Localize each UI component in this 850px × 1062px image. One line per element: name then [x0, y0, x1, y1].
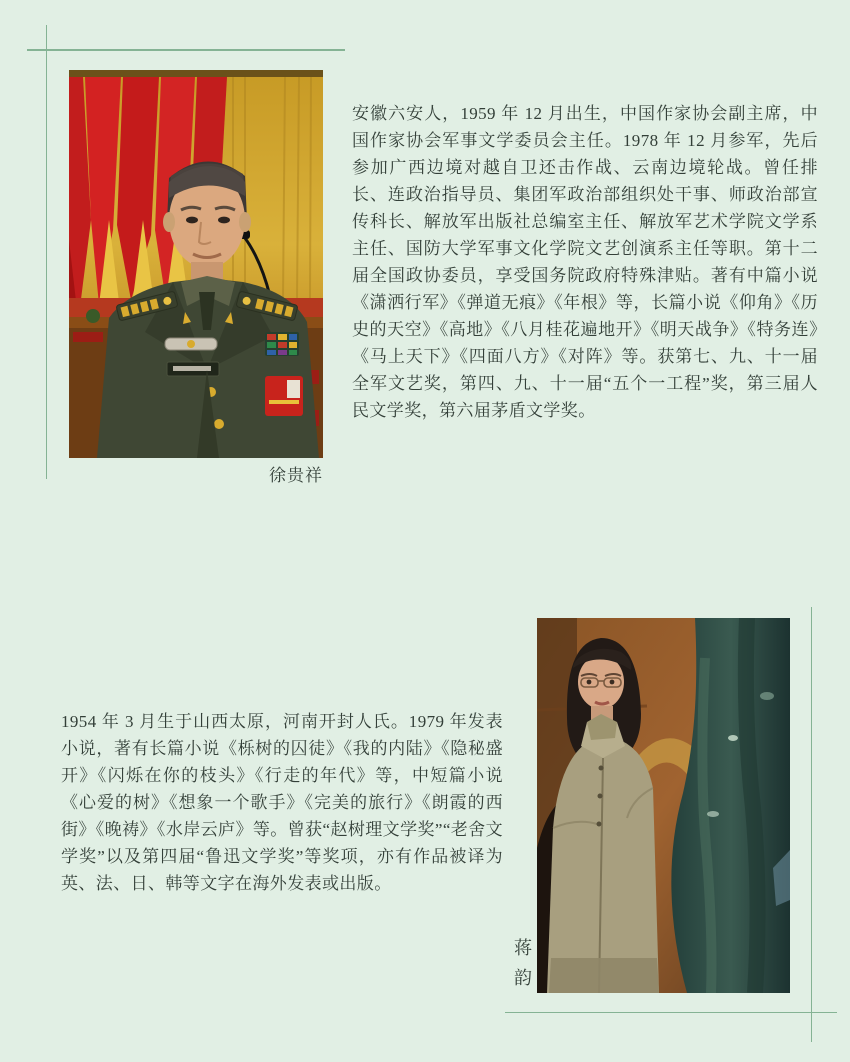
corner-rule-bottom-horizontal [505, 1012, 837, 1013]
corner-rule-bottom-vertical [811, 607, 812, 1042]
corner-rule-top-vertical [46, 25, 47, 479]
bio-text-jiang-yun: 1954 年 3 月生于山西太原，河南开封人氏。1979 年发表小说，著有长篇小说《栎树的囚徒》《我的内陆》《隐秘盛开》《闪烁在你的枝头》《行走的年代》等，中短篇小说《心爱的树》《想象一个歌手》《完美的旅行》《朗霞的西街》《晚祷》《水岸云庐》等。曾获“赵树理文学奖”“老舍文学奖”以及第四届“鲁迅文学奖”等奖项，亦有作品被译为英、法、日、韩等文字在海外发表或出版。 [61, 712, 503, 893]
military-portrait-photo [69, 70, 323, 458]
bio-text-xu-guixiang: 安徽六安人，1959 年 12 月出生，中国作家协会副主席，中国作家协会军事文学委员会主任。1978 年 12 月参军，先后参加广西边境对越自卫还击作战、云南边境轮战。曾任排长、连政治指导员、集团军政治部组织处干事、师政治部宣传科长、解放军出版社总编室主任、解放军艺术学院文学系主任、国防大学军事文化学院文艺创演系主任等职。第十二届全国政协委员，享受国务院政府特殊津贴。著有中篇小说《潇洒行军》《弹道无痕》《年根》等，长篇小说《仰角》《历史的天空》《高地》《八月桂花遍地开》《明天战争》《特务连》《马上天下》《四面八方》《对阵》等。获第七、九、十一届全军文艺奖，第四、九、十一届“五个一工程”奖，第三届人民文学奖，第六届茅盾文学奖。 [352, 104, 818, 420]
photo-xu-guixiang [69, 70, 323, 458]
photo-jiang-yun [537, 618, 790, 993]
photo-caption-xu-guixiang: 徐贵祥 [269, 466, 323, 485]
author-with-vase-photo [537, 618, 790, 993]
corner-rule-top-horizontal [27, 49, 345, 51]
photo-caption-jiang-yun: 蒋韵 [512, 938, 532, 998]
